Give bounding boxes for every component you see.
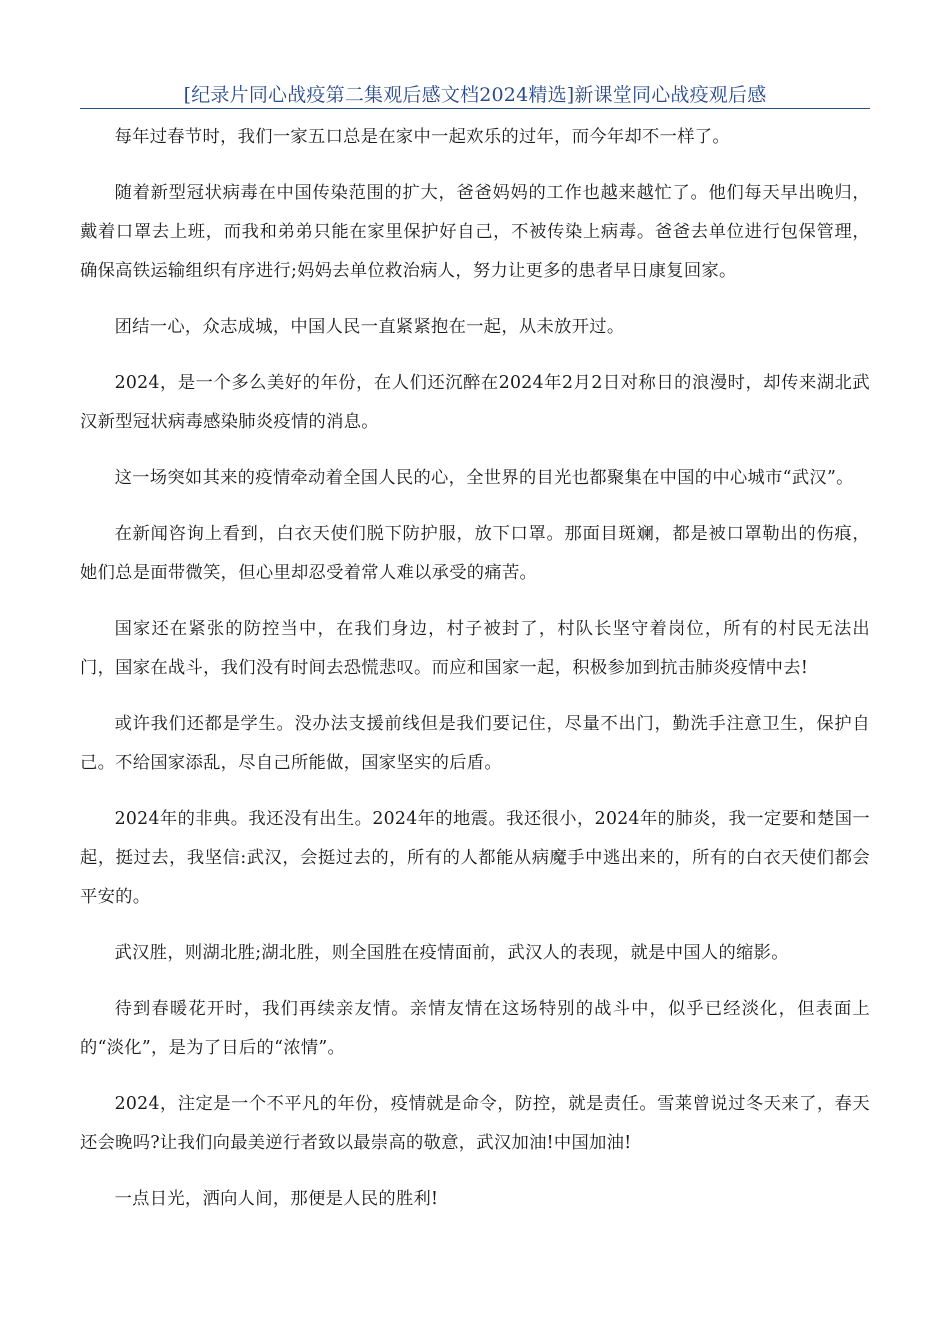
paragraph-9: 2024年的非典。我还没有出生。2024年的地震。我还很小，2024年的肺炎，我一定要和楚国一起，挺过去，我坚信:武汉，会挺过去的，所有的人都能从病魔手中逃出来的，所有的白衣天使们都会平安的。 — [80, 809, 870, 907]
header-divider — [80, 108, 870, 109]
document-body — [80, 118, 870, 1236]
paragraph-2: 随着新型冠状病毒在中国传染范围的扩大，爸爸妈妈的工作也越来越忙了。他们每天早出晚归，戴着口罩去上班，而我和弟弟只能在家里保护好自己，不被传染上病毒。爸爸去单位进行包保管理，确保高铁运输组织有序进行;妈妈去单位救治病人，努力让更多的患者早日康复回家。 — [80, 183, 870, 281]
paragraph-11: 待到春暖花开时，我们再续亲友情。亲情友情在这场特别的战斗中，似乎已经淡化，但表面上的“淡化”，是为了日后的“浓情”。 — [80, 999, 870, 1058]
paragraph-6: 在新闻咨询上看到，白衣天使们脱下防护服，放下口罩。那面目斑斓，都是被口罩勒出的伤痕，她们总是面带微笑，但心里却忍受着常人难以承受的痛苦。 — [80, 524, 870, 583]
paragraph-12: 2024，注定是一个不平凡的年份，疫情就是命令，防控，就是责任。雪莱曾说过冬天来了，春天还会晚吗?让我们向最美逆行者致以最崇高的敬意，武汉加油!中国加油! — [80, 1094, 870, 1153]
paragraph-13: 一点日光，洒向人间，那便是人民的胜利! — [114, 1189, 439, 1209]
paragraph-8: 或许我们还都是学生。没办法支援前线但是我们要记住，尽量不出门，勤洗手注意卫生，保护自己。不给国家添乱，尽自己所能做，国家坚实的后盾。 — [80, 714, 870, 773]
paragraph-10: 武汉胜，则湖北胜;湖北胜，则全国胜在疫情面前，武汉人的表现，就是中国人的缩影。 — [114, 943, 789, 963]
document-header-title: [纪录片同心战疫第二集观后感文档2024精选]新课堂同心战疫观后感 — [183, 84, 767, 106]
paragraph-5: 这一场突如其来的疫情牵动着全国人民的心，全世界的目光也都聚集在中国的中心城市“武汉”。 — [114, 468, 854, 488]
paragraph-4: 2024，是一个多么美好的年份，在人们还沉醉在2024年2月2日对称日的浪漫时，却传来湖北武汉新型冠状病毒感染肺炎疫情的消息。 — [80, 373, 870, 432]
paragraph-1: 每年过春节时，我们一家五口总是在家中一起欢乐的过年，而今年却不一样了。 — [114, 127, 730, 147]
paragraph-3: 团结一心，众志成城，中国人民一直紧紧抱在一起，从未放开过。 — [114, 317, 625, 337]
paragraph-7: 国家还在紧张的防控当中，在我们身边，村子被封了，村队长坚守着岗位，所有的村民无法出门，国家在战斗，我们没有时间去恐慌悲叹。而应和国家一起，积极参加到抗击肺炎疫情中去! — [80, 619, 870, 678]
